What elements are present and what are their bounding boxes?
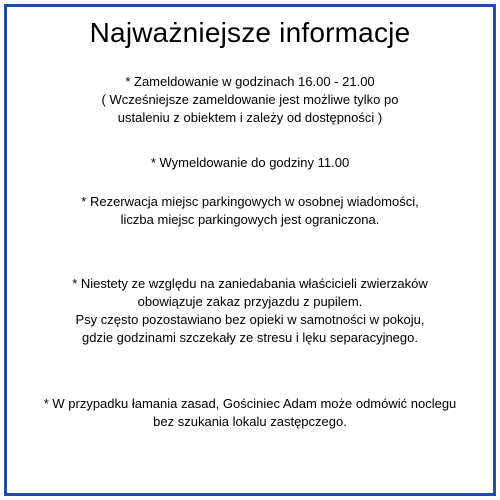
check-in-note-line: ( Wcześniejsze zameldowanie jest możliwe tylko po (101, 92, 399, 107)
pets-policy-line: Psy często pozostawiano bez opieki w samotności w pokoju, (75, 312, 425, 327)
parking-line: liczba miejsc parkingowych jest ograniczona. (120, 212, 380, 227)
parking-line: * Rezerwacja miejsc parkingowych w osobnej wiadomości, (81, 194, 419, 209)
check-in-info (7, 73, 493, 127)
pets-policy-line: gdzie godzinami szczekały ze stresu i lęku separacyjnego. (81, 330, 418, 345)
check-in-line: * Zameldowanie w godzinach 16.00 - 21.00 (125, 74, 375, 89)
pets-policy (7, 275, 493, 347)
info-panel (4, 4, 496, 496)
pets-policy-line: obowiązuje zakaz przyjazdu z pupilem. (137, 294, 363, 309)
rules-violation-info (7, 395, 493, 431)
check-out-info (7, 154, 493, 172)
page-title: Najważniejsze informacje (89, 17, 411, 48)
rules-violation-line: bez szukania lokalu zastępczego. (153, 414, 347, 429)
check-out-line: * Wymeldowanie do godziny 11.00 (150, 155, 350, 170)
check-in-note-line: ustaleniu z obiektem i zależy od dostępności ) (117, 110, 383, 125)
rules-violation-line: * W przypadku łamania zasad, Gościniec Adam może odmówić noclegu (43, 396, 457, 411)
pets-policy-line: * Niestety ze względu na zaniedabania właścicieli zwierzaków (72, 276, 428, 291)
parking-info (7, 193, 493, 229)
